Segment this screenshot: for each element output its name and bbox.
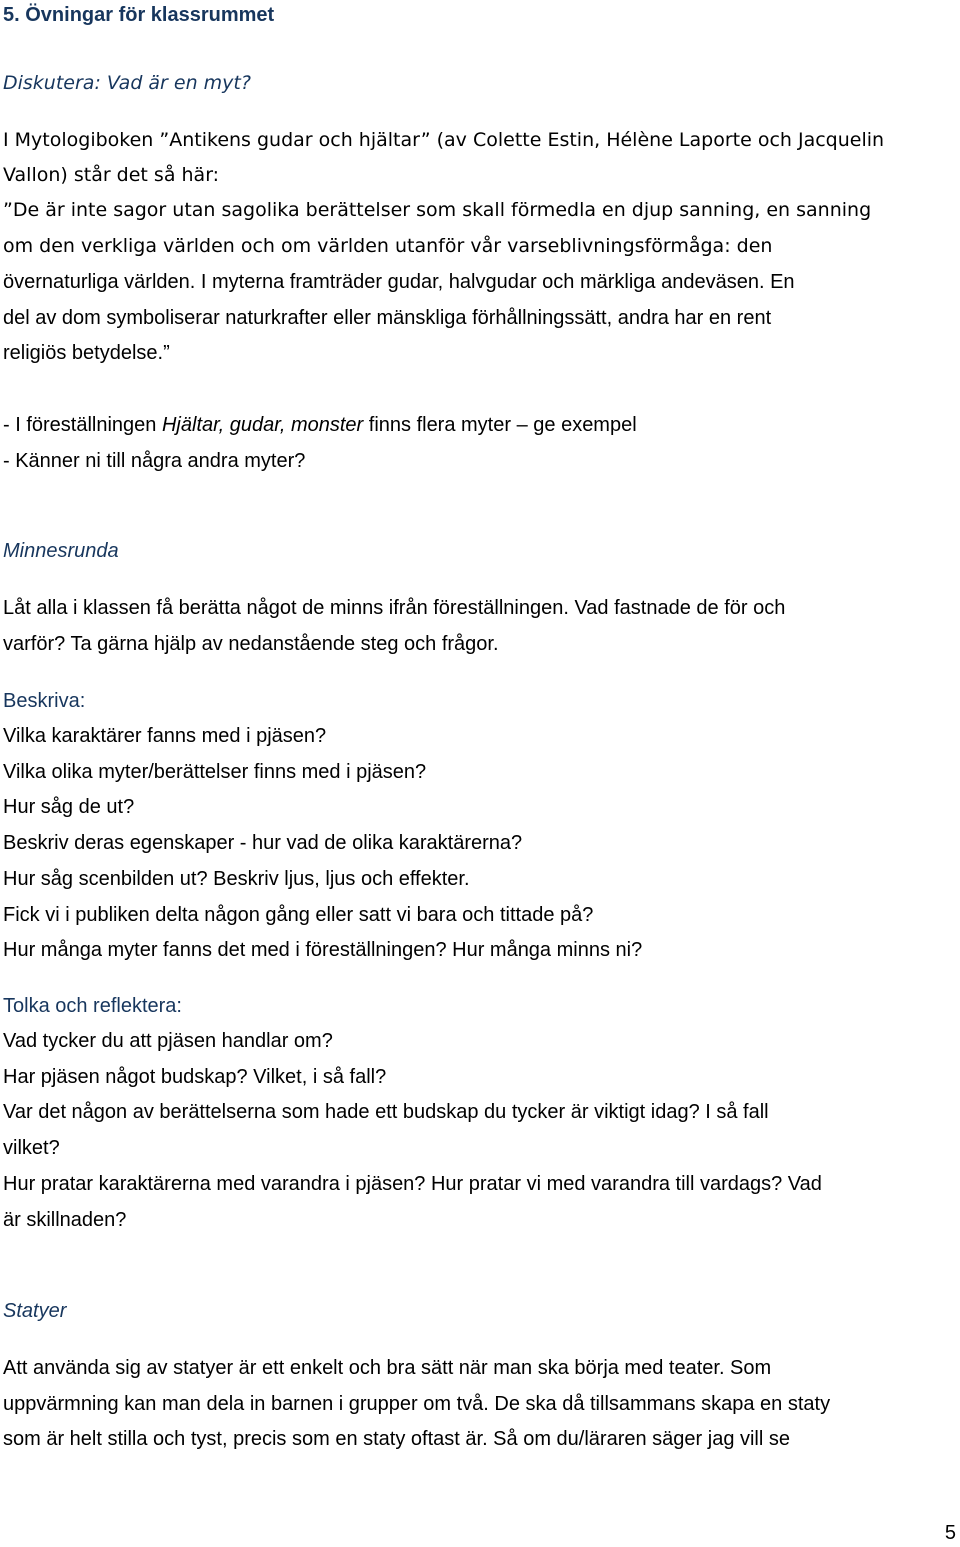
question-line: är skillnaden?: [3, 1208, 127, 1231]
reflect-questions: [3, 1024, 822, 1238]
paragraph-line: Att använda sig av statyer är ett enkelt och bra sätt när man ska börja med teater. Som: [3, 1357, 772, 1379]
statues-heading: Statyer: [3, 1300, 67, 1322]
page-number: 5: [944, 1522, 956, 1544]
describe-heading: Beskriva:: [3, 690, 86, 712]
paragraph-line: varför? Ta gärna hjälp av nedanstående steg och frågor.: [3, 632, 499, 655]
question-line: Vad tycker du att pjäsen handlar om?: [3, 1030, 333, 1052]
paragraph-line: övernaturliga världen. I myterna framträder gudar, halvgudar och märkliga andeväsen. En: [3, 270, 795, 293]
question-line: Hur såg de ut?: [3, 796, 135, 819]
question-line: Beskriv deras egenskaper - hur vad de olika karaktärerna?: [3, 832, 523, 855]
paragraph-line: Vallon) står det så här:: [3, 163, 220, 186]
describe-questions: [3, 719, 642, 969]
memory-intro: [3, 591, 785, 662]
paragraph-line: uppvärmning kan man dela in barnen i grupper om två. De ska då tillsammans skapa en staty: [3, 1392, 831, 1415]
paragraph-line: som är helt stilla och tyst, precis som en staty oftast är. Så om du/läraren säger jag vill se: [3, 1428, 791, 1451]
paragraph-line: om den verkliga världen och om världen utanför vår varseblivningsförmåga: den: [3, 235, 773, 258]
question-line: - Känner ni till några andra myter?: [3, 449, 306, 472]
quote-paragraph: [3, 123, 884, 372]
paragraph-line: Låt alla i klassen få berätta något de minns ifrån föreställningen. Vad fastnade de för och: [3, 597, 786, 619]
question-line: Hur såg scenbilden ut? Beskriv ljus, ljus och effekter.: [3, 867, 470, 890]
paragraph-line: religiös betydelse.”: [3, 342, 170, 365]
question-line: Vilka olika myter/berättelser finns med i pjäsen?: [3, 760, 427, 783]
paragraph-line: del av dom symboliserar naturkrafter eller mänskliga förhållningssätt, andra har en rent: [3, 306, 772, 329]
question-line: Var det någon av berättelserna som hade ett budskap du tycker är viktigt idag? I så fall: [3, 1101, 769, 1124]
paragraph-line: I Mytologiboken ”Antikens gudar och hjältar” (av Colette Estin, Hélène Laporte och Jacquelin: [3, 129, 885, 151]
paragraph-line: ”De är inte sagor utan sagolika berättelser som skall förmedla en djup sanning, en sanning: [3, 199, 872, 222]
question-line: Vilka karaktärer fanns med i pjäsen?: [3, 725, 327, 747]
section-title: 5. Övningar för klassrummet: [3, 4, 275, 26]
reflect-heading: Tolka och reflektera:: [3, 995, 182, 1017]
question-line: Fick vi i publiken delta någon gång eller satt vi bara och tittade på?: [3, 903, 594, 926]
memory-heading: Minnesrunda: [3, 540, 119, 562]
statues-paragraph: [3, 1351, 830, 1458]
question-line: Hur pratar karaktärerna med varandra i pjäsen? Hur pratar vi med varandra till vardags? Vad: [3, 1172, 822, 1195]
question-text: - I föreställningen: [3, 414, 162, 436]
question-text: finns flera myter – ge exempel: [363, 414, 637, 436]
question-line: [3, 408, 637, 444]
question-line: Hur många myter fanns det med i föreställningen? Hur många minns ni?: [3, 939, 643, 962]
discuss-heading: Diskutera: Vad är en myt?: [3, 72, 251, 94]
question-line: Har pjäsen något budskap? Vilket, i så fall?: [3, 1065, 387, 1088]
discussion-questions: [3, 408, 637, 479]
show-title: Hjältar, gudar, monster: [161, 414, 364, 436]
question-line: vilket?: [3, 1137, 60, 1160]
